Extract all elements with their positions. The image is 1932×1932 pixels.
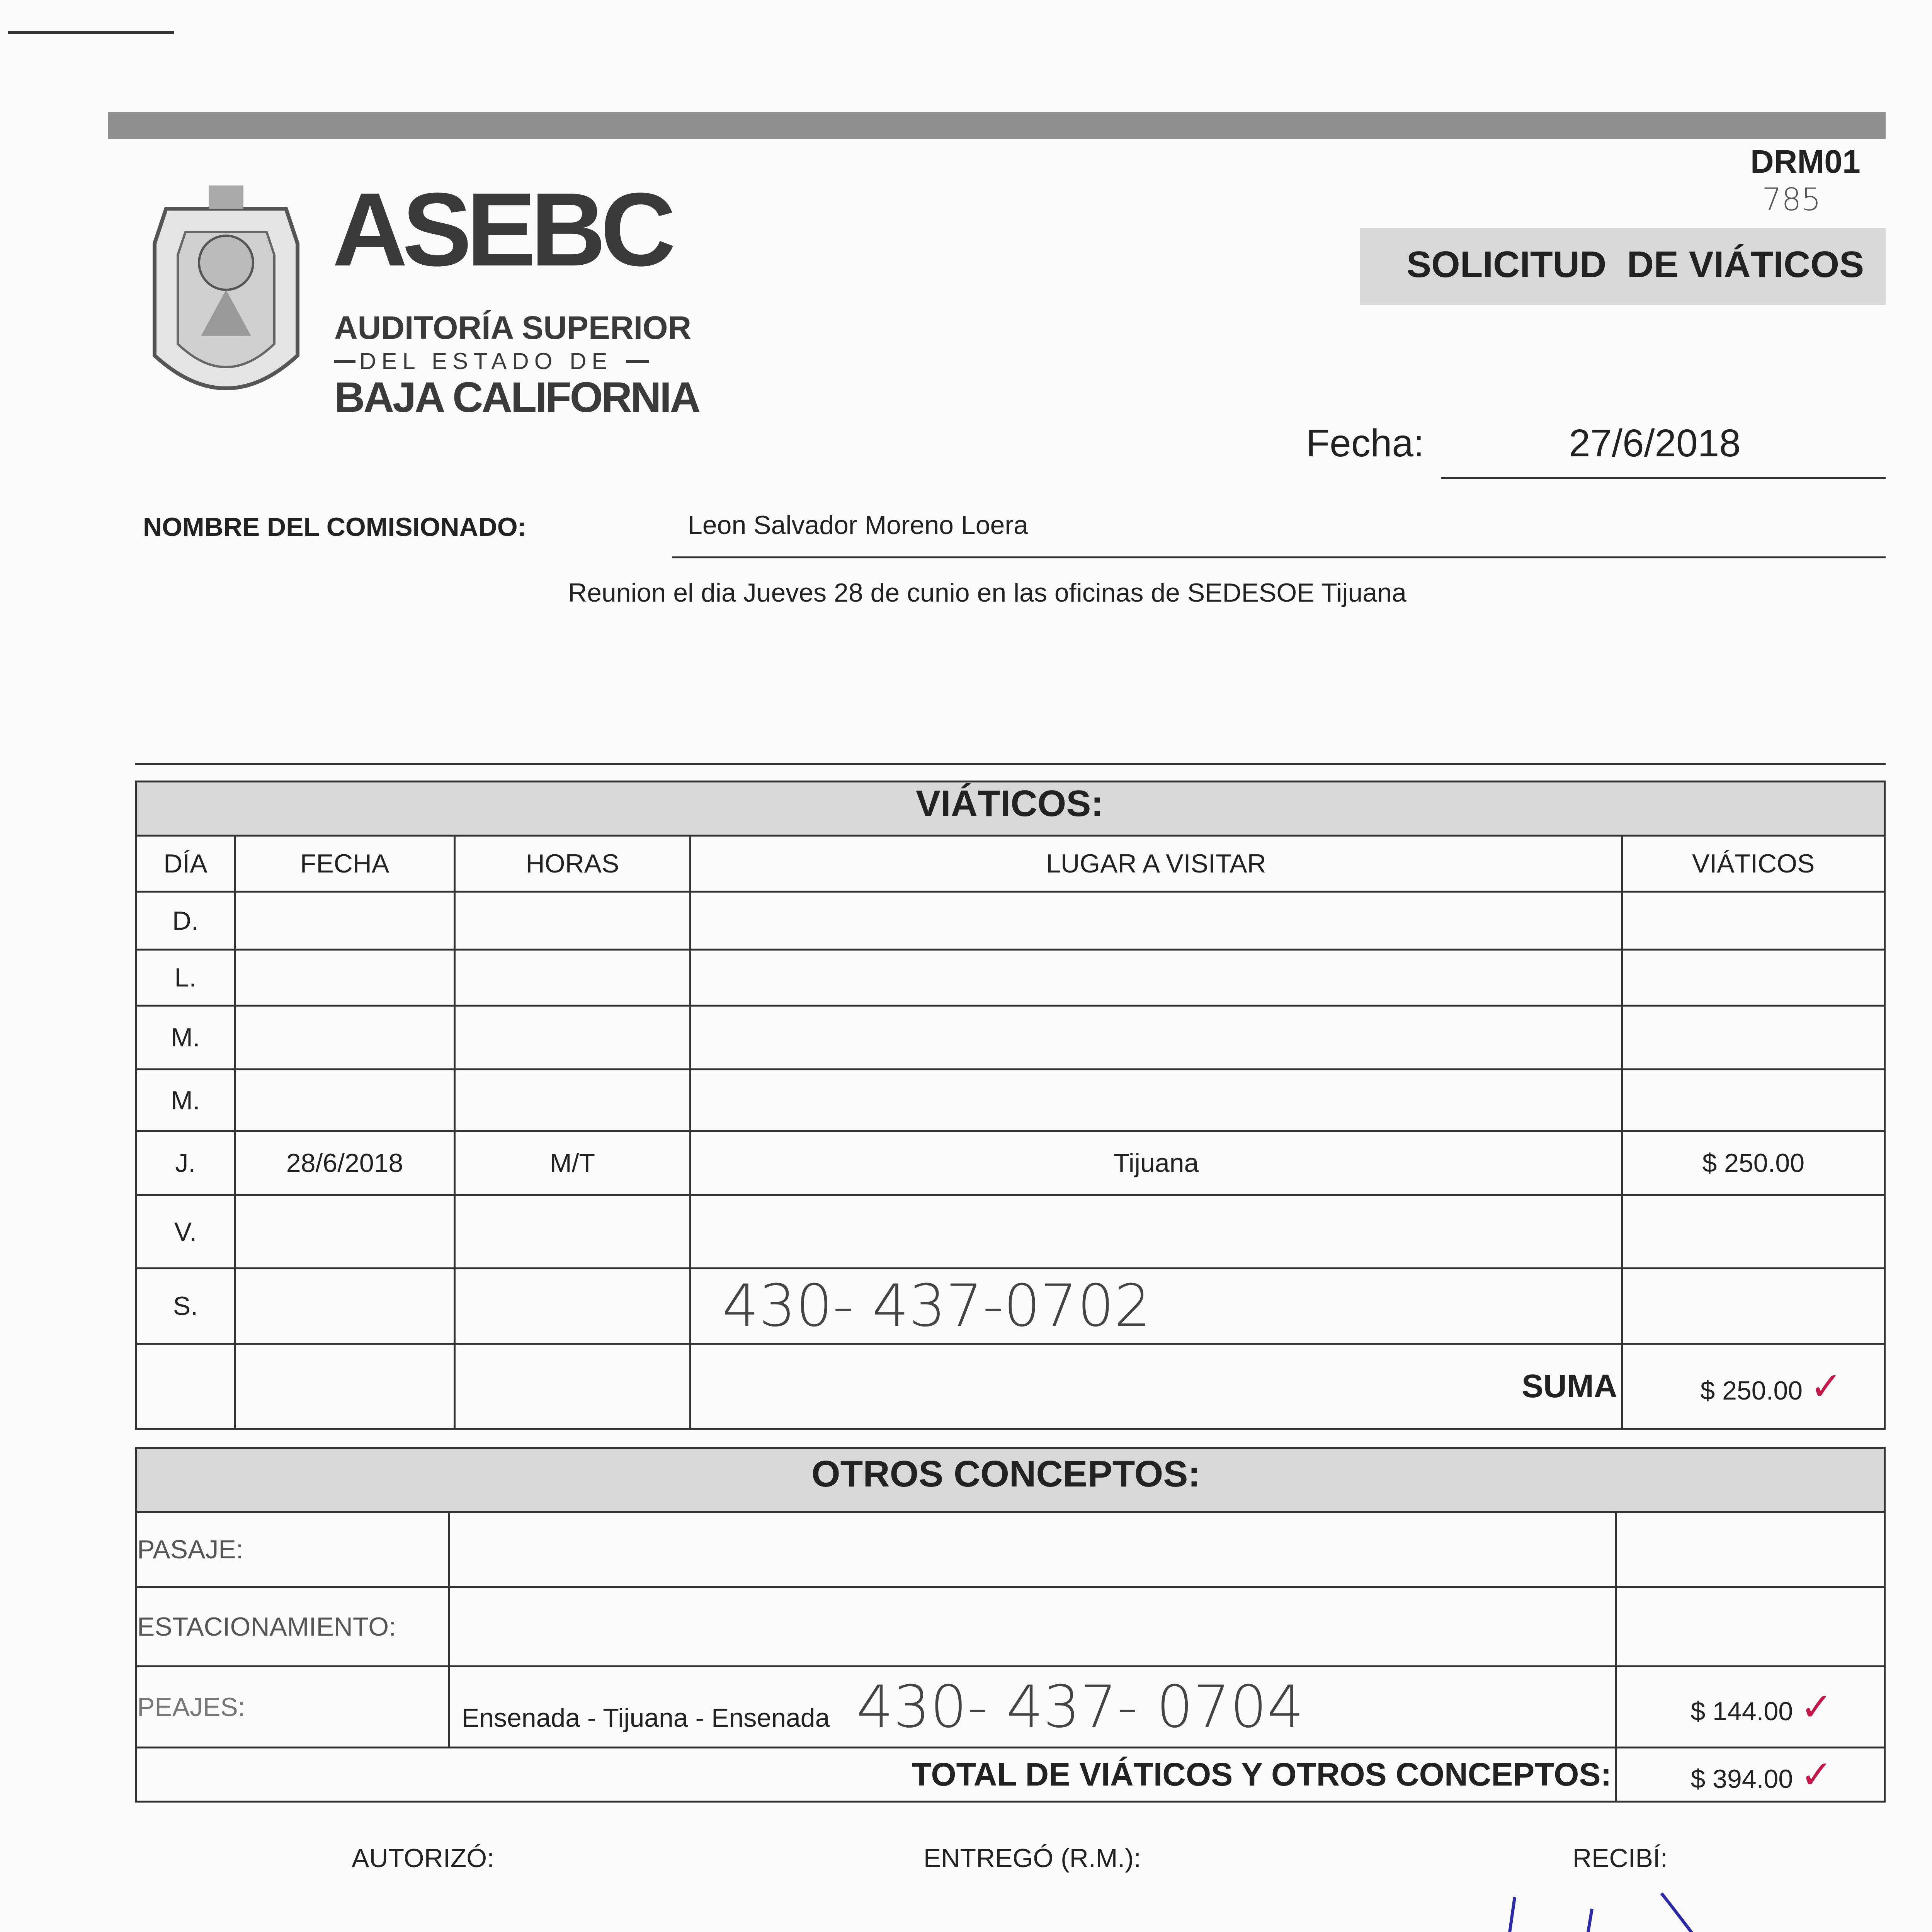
col-viaticos: VIÁTICOS xyxy=(1622,836,1885,892)
row-horas[interactable] xyxy=(455,1006,690,1070)
otros-row xyxy=(136,1512,1885,1587)
suma-value: $ 250.00 xyxy=(1700,1376,1803,1405)
total-value-cell xyxy=(1616,1748,1885,1802)
otros-title: OTROS CONCEPTOS: xyxy=(811,1453,1201,1495)
row-horas[interactable] xyxy=(455,950,690,1006)
table-row xyxy=(136,1006,1885,1070)
otros-label: PEAJES: xyxy=(136,1667,449,1748)
otros-monto[interactable] xyxy=(1616,1587,1885,1667)
recibi-signature-icon xyxy=(1321,1886,1932,1932)
autorizo-heading: AUTORIZÓ: xyxy=(352,1844,494,1873)
row-horas[interactable] xyxy=(455,1195,690,1269)
row-dia: M. xyxy=(136,1006,235,1070)
commissioner-underline xyxy=(672,556,1886,558)
row-lugar[interactable] xyxy=(690,1006,1622,1070)
row-dia: M. xyxy=(136,1070,235,1131)
handwritten-code: 785 xyxy=(1762,182,1821,218)
row-fecha[interactable] xyxy=(235,1006,455,1070)
purpose-separator xyxy=(135,763,1886,765)
row-fecha[interactable] xyxy=(235,1070,455,1131)
otros-monto: $ 144.00 xyxy=(1690,1697,1793,1726)
top-bar xyxy=(108,112,1886,139)
otros-monto[interactable] xyxy=(1616,1512,1885,1587)
date-label: Fecha: xyxy=(1306,422,1424,465)
row-lugar-handwritten[interactable]: 430- 437-0702 xyxy=(690,1269,1622,1344)
check-mark-icon: ✓ xyxy=(1810,1365,1842,1408)
recibi-heading: RECIBÍ: xyxy=(1573,1844,1668,1873)
suma-label: SUMA xyxy=(690,1344,1622,1429)
row-lugar[interactable] xyxy=(690,1070,1622,1131)
row-monto[interactable] xyxy=(1622,950,1885,1006)
table-row xyxy=(136,1070,1885,1131)
scan-mark xyxy=(8,31,174,34)
logo-line1: AUDITORÍA SUPERIOR xyxy=(334,310,692,346)
logo-rule-right xyxy=(626,360,649,363)
otros-desc[interactable] xyxy=(449,1512,1616,1587)
table-row xyxy=(136,1269,1885,1344)
otros-row xyxy=(136,1667,1885,1748)
otros-row xyxy=(136,1587,1885,1667)
entrego-heading: ENTREGÓ (R.M.): xyxy=(923,1844,1141,1873)
logo xyxy=(143,174,723,437)
row-horas[interactable] xyxy=(455,1269,690,1344)
otros-desc: Ensenada - Tijuana - Ensenada xyxy=(461,1703,830,1733)
table-row xyxy=(136,1195,1885,1269)
row-lugar[interactable]: Tijuana xyxy=(690,1131,1622,1195)
row-dia: V. xyxy=(136,1195,235,1269)
total-label: TOTAL DE VIÁTICOS Y OTROS CONCEPTOS: xyxy=(136,1748,1616,1802)
otros-monto-cell xyxy=(1616,1667,1885,1748)
table-row xyxy=(136,892,1885,950)
suma-row xyxy=(136,1344,1885,1429)
viaticos-title: VIÁTICOS: xyxy=(916,783,1104,824)
shield-icon xyxy=(143,174,309,429)
row-fecha[interactable] xyxy=(235,1269,455,1344)
row-fecha[interactable] xyxy=(235,892,455,950)
otros-label: PASAJE: xyxy=(136,1512,449,1587)
total-row xyxy=(136,1748,1885,1802)
row-monto[interactable] xyxy=(1622,892,1885,950)
row-dia: S. xyxy=(136,1269,235,1344)
table-header-row xyxy=(136,836,1885,892)
row-fecha[interactable] xyxy=(235,1195,455,1269)
viaticos-table xyxy=(135,835,1886,1430)
row-lugar[interactable] xyxy=(690,892,1622,950)
row-fecha[interactable]: 28/6/2018 xyxy=(235,1131,455,1195)
commissioner-purpose: Reunion el dia Jueves 28 de cunio en las oficinas de SEDESOE Tijuana xyxy=(568,578,1406,607)
row-monto[interactable] xyxy=(1622,1269,1885,1344)
row-monto[interactable] xyxy=(1622,1070,1885,1131)
row-horas[interactable] xyxy=(455,1070,690,1131)
suma-value-cell xyxy=(1622,1344,1885,1429)
check-mark-icon: ✓ xyxy=(1800,1685,1833,1729)
date-value: 27/6/2018 xyxy=(1569,422,1741,465)
row-dia: D. xyxy=(136,892,235,950)
otros-handwritten: 430- 437- 0704 xyxy=(856,1673,1304,1741)
row-monto[interactable] xyxy=(1622,1195,1885,1269)
logo-rule-left xyxy=(334,360,355,363)
row-lugar[interactable] xyxy=(690,1195,1622,1269)
check-mark-icon: ✓ xyxy=(1800,1753,1833,1796)
row-horas[interactable]: M/T xyxy=(455,1131,690,1195)
logo-acronym: ASEBC xyxy=(332,172,671,288)
otros-desc-cell xyxy=(449,1667,1616,1748)
row-monto[interactable] xyxy=(1622,1006,1885,1070)
total-value: $ 394.00 xyxy=(1690,1764,1793,1794)
commissioner-label: NOMBRE DEL COMISIONADO: xyxy=(143,512,527,542)
row-monto[interactable]: $ 250.00 xyxy=(1622,1131,1885,1195)
row-lugar[interactable] xyxy=(690,950,1622,1006)
col-dia: DÍA xyxy=(136,836,235,892)
row-dia: L. xyxy=(136,950,235,1006)
form-title: SOLICITUD DE VIÁTICOS xyxy=(1406,244,1864,285)
otros-table xyxy=(135,1511,1886,1803)
otros-label: ESTACIONAMIENTO: xyxy=(136,1587,449,1667)
col-fecha: FECHA xyxy=(235,836,455,892)
row-fecha[interactable] xyxy=(235,950,455,1006)
row-horas[interactable] xyxy=(455,892,690,950)
date-underline xyxy=(1441,477,1886,479)
col-horas: HORAS xyxy=(455,836,690,892)
row-dia: J. xyxy=(136,1131,235,1195)
commissioner-name: Leon Salvador Moreno Loera xyxy=(688,510,1028,540)
table-row xyxy=(136,950,1885,1006)
logo-line2: DEL ESTADO DE xyxy=(359,348,613,374)
logo-line3: BAJA CALIFORNIA xyxy=(334,374,699,421)
otros-desc[interactable] xyxy=(449,1587,1616,1667)
table-row xyxy=(136,1131,1885,1195)
col-lugar: LUGAR A VISITAR xyxy=(690,836,1622,892)
form-code: DRM01 xyxy=(1750,143,1861,180)
